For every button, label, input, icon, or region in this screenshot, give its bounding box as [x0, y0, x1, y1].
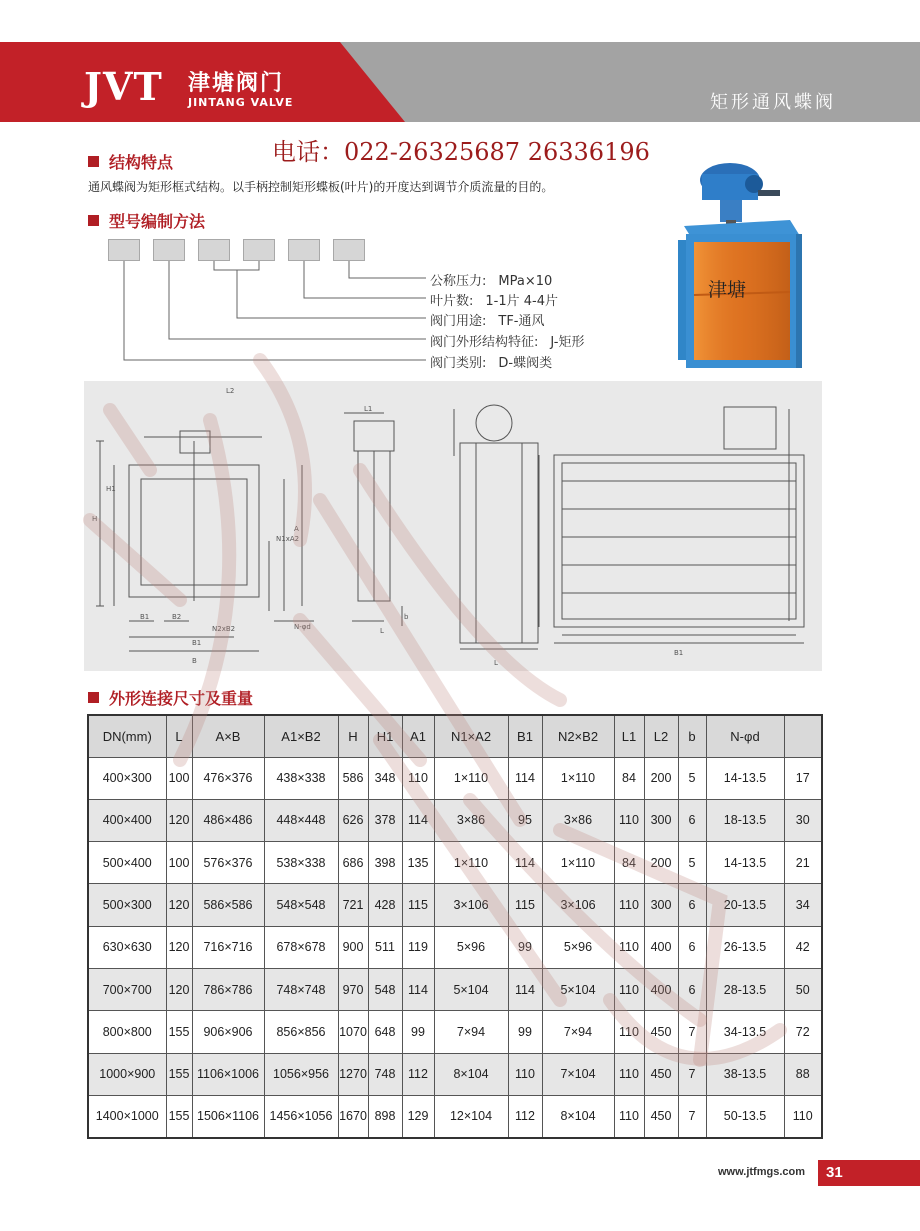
- table-cell: 38-13.5: [706, 1053, 784, 1095]
- table-cell: 5×96: [542, 926, 614, 968]
- table-row: [88, 1053, 822, 1095]
- table-cell: 115: [508, 884, 542, 926]
- svg-text:N2xB2: N2xB2: [212, 625, 236, 633]
- table-cell: 110: [614, 1053, 644, 1095]
- table-cell: 155: [166, 1053, 192, 1095]
- table-cell: 110: [614, 926, 644, 968]
- table-cell: 72: [784, 1011, 822, 1053]
- table-cell: 500×300: [88, 884, 166, 926]
- table-cell: 18-13.5: [706, 799, 784, 841]
- footer-url[interactable]: www.jtfmgs.com: [718, 1166, 805, 1178]
- table-cell: 120: [166, 884, 192, 926]
- model-code-legend-item: 阀门外形结构特征: J-矩形: [430, 335, 585, 350]
- table-header-cell: N1×A2: [434, 715, 508, 757]
- table-cell: 3×106: [542, 884, 614, 926]
- photo-label: 津塘: [708, 279, 747, 301]
- table-cell: 95: [508, 799, 542, 841]
- brand-logo: JVT: [84, 64, 163, 109]
- table-cell: 119: [402, 926, 434, 968]
- table-header-cell: H: [338, 715, 368, 757]
- table-cell: 586×586: [192, 884, 264, 926]
- svg-text:H: H: [92, 515, 98, 523]
- table-cell: 586: [338, 757, 368, 799]
- table-cell: 5: [678, 842, 706, 884]
- table-cell: 3×106: [434, 884, 508, 926]
- table-cell: 856×856: [264, 1011, 338, 1053]
- table-cell: 110: [614, 968, 644, 1010]
- model-code-legend-item: 阀门类别: D-蝶阀类: [430, 356, 553, 371]
- table-cell: 200: [644, 842, 678, 884]
- table-row: [88, 799, 822, 841]
- table-cell: 7: [678, 1053, 706, 1095]
- table-cell: 300: [644, 884, 678, 926]
- table-cell: 8×104: [434, 1053, 508, 1095]
- table-cell: 906×906: [192, 1011, 264, 1053]
- table-cell: 400: [644, 968, 678, 1010]
- table-cell: 626: [338, 799, 368, 841]
- table-cell: 110: [784, 1095, 822, 1137]
- table-cell: 14-13.5: [706, 842, 784, 884]
- table-row: [88, 926, 822, 968]
- table-cell: 648: [368, 1011, 402, 1053]
- table-cell: 686: [338, 842, 368, 884]
- table-cell: 538×338: [264, 842, 338, 884]
- table-cell: 6: [678, 968, 706, 1010]
- model-code-legend-item: 公称压力: MPa×10: [430, 274, 553, 289]
- table-cell: 7×94: [434, 1011, 508, 1053]
- table-cell: 34-13.5: [706, 1011, 784, 1053]
- table-cell: 486×486: [192, 799, 264, 841]
- table-cell: 110: [614, 1011, 644, 1053]
- table-header-cell: N-φd: [706, 715, 784, 757]
- section-dimensions-heading: [88, 686, 253, 709]
- table-cell: 8×104: [542, 1095, 614, 1137]
- table-cell: 120: [166, 799, 192, 841]
- table-cell: 1×110: [434, 757, 508, 799]
- table-cell: 34: [784, 884, 822, 926]
- table-cell: 678×678: [264, 926, 338, 968]
- svg-text:L2: L2: [226, 387, 235, 395]
- table-cell: 348: [368, 757, 402, 799]
- svg-text:N-φd: N-φd: [294, 623, 311, 631]
- table-cell: 6: [678, 926, 706, 968]
- table-cell: 1670: [338, 1095, 368, 1137]
- table-cell: 786×786: [192, 968, 264, 1010]
- svg-text:L: L: [380, 627, 384, 635]
- table-cell: 84: [614, 757, 644, 799]
- dimensions-table-wrapper: [87, 714, 821, 1139]
- table-cell: 6: [678, 799, 706, 841]
- table-cell: 17: [784, 757, 822, 799]
- table-cell: 970: [338, 968, 368, 1010]
- table-cell: 716×716: [192, 926, 264, 968]
- dimension-drawing: [84, 381, 822, 671]
- table-header-cell: N2×B2: [542, 715, 614, 757]
- svg-text:B1: B1: [674, 649, 684, 657]
- table-cell: 5×104: [434, 968, 508, 1010]
- table-cell: 110: [508, 1053, 542, 1095]
- table-cell: 400: [644, 926, 678, 968]
- table-cell: 700×700: [88, 968, 166, 1010]
- table-row: [88, 1095, 822, 1137]
- table-row: [88, 842, 822, 884]
- table-cell: 721: [338, 884, 368, 926]
- svg-text:b: b: [404, 613, 409, 621]
- table-cell: 110: [614, 1095, 644, 1137]
- table-cell: 1070: [338, 1011, 368, 1053]
- contact-phone: 电话：022-26325687 26336196: [272, 138, 650, 166]
- table-cell: 1506×1106: [192, 1095, 264, 1137]
- table-row: [88, 757, 822, 799]
- table-cell: 42: [784, 926, 822, 968]
- brand-name-cn: 津塘阀门: [188, 71, 285, 96]
- table-cell: 548: [368, 968, 402, 1010]
- table-cell: 30: [784, 799, 822, 841]
- table-cell: 1056×956: [264, 1053, 338, 1095]
- table-cell: 110: [402, 757, 434, 799]
- table-cell: 7×104: [542, 1053, 614, 1095]
- table-cell: 14-13.5: [706, 757, 784, 799]
- table-cell: 300: [644, 799, 678, 841]
- table-cell: 748×748: [264, 968, 338, 1010]
- table-cell: 511: [368, 926, 402, 968]
- table-cell: 26-13.5: [706, 926, 784, 968]
- table-cell: 110: [614, 884, 644, 926]
- table-cell: 1000×900: [88, 1053, 166, 1095]
- table-cell: 476×376: [192, 757, 264, 799]
- table-cell: 1270: [338, 1053, 368, 1095]
- svg-text:N1xA2: N1xA2: [276, 535, 300, 543]
- table-cell: 1×110: [542, 757, 614, 799]
- table-cell: 200: [644, 757, 678, 799]
- table-cell: 3×86: [542, 799, 614, 841]
- model-code-legend-item: 阀门用途: TF-通风: [430, 314, 545, 329]
- svg-text:B: B: [192, 657, 197, 665]
- table-header-cell: [784, 715, 822, 757]
- table-cell: 450: [644, 1053, 678, 1095]
- table-row: [88, 884, 822, 926]
- table-header-cell: B1: [508, 715, 542, 757]
- table-cell: 630×630: [88, 926, 166, 968]
- table-cell: 3×86: [434, 799, 508, 841]
- table-header-cell: L: [166, 715, 192, 757]
- table-cell: 112: [508, 1095, 542, 1137]
- table-cell: 6: [678, 884, 706, 926]
- table-cell: 112: [402, 1053, 434, 1095]
- svg-text:B1: B1: [140, 613, 150, 621]
- page-number: 31: [818, 1160, 920, 1186]
- table-cell: 800×800: [88, 1011, 166, 1053]
- table-row: [88, 1011, 822, 1053]
- table-header-cell: L2: [644, 715, 678, 757]
- table-cell: 115: [402, 884, 434, 926]
- table-cell: 114: [508, 842, 542, 884]
- table-cell: 1×110: [434, 842, 508, 884]
- svg-text:L: L: [494, 659, 498, 667]
- table-header-cell: A1×B2: [264, 715, 338, 757]
- table-cell: 748: [368, 1053, 402, 1095]
- table-cell: 448×448: [264, 799, 338, 841]
- model-code-legend-item: 叶片数: 1-1片 4-4片: [430, 294, 558, 309]
- table-cell: 100: [166, 757, 192, 799]
- table-header-cell: A×B: [192, 715, 264, 757]
- table-cell: 900: [338, 926, 368, 968]
- table-cell: 7: [678, 1011, 706, 1053]
- brand-name-en: JINTANG VALVE: [188, 96, 294, 109]
- table-cell: 114: [402, 799, 434, 841]
- valve-photo: [674, 160, 810, 370]
- table-cell: 400×400: [88, 799, 166, 841]
- table-cell: 398: [368, 842, 402, 884]
- table-cell: 50: [784, 968, 822, 1010]
- table-cell: 1400×1000: [88, 1095, 166, 1137]
- table-cell: 84: [614, 842, 644, 884]
- table-body: [88, 757, 822, 1138]
- svg-text:B2: B2: [172, 613, 182, 621]
- table-cell: 5: [678, 757, 706, 799]
- engineering-drawing: [84, 381, 822, 671]
- table-cell: 12×104: [434, 1095, 508, 1137]
- section-model-title: 型号编制方法: [109, 212, 206, 231]
- svg-text:B1: B1: [192, 639, 202, 647]
- table-header-cell: b: [678, 715, 706, 757]
- page-title: 矩形通风蝶阀: [710, 92, 836, 113]
- table-cell: 21: [784, 842, 822, 884]
- table-cell: 114: [402, 968, 434, 1010]
- table-cell: 114: [508, 757, 542, 799]
- table-cell: 155: [166, 1011, 192, 1053]
- table-cell: 576×376: [192, 842, 264, 884]
- table-cell: 5×96: [434, 926, 508, 968]
- table-cell: 135: [402, 842, 434, 884]
- section-dimensions-title: 外形连接尺寸及重量: [109, 689, 254, 708]
- table-cell: 500×400: [88, 842, 166, 884]
- table-cell: 438×338: [264, 757, 338, 799]
- svg-text:H1: H1: [106, 485, 116, 493]
- table-cell: 120: [166, 968, 192, 1010]
- table-cell: 7: [678, 1095, 706, 1137]
- table-cell: 50-13.5: [706, 1095, 784, 1137]
- table-cell: 378: [368, 799, 402, 841]
- table-cell: 7×94: [542, 1011, 614, 1053]
- table-cell: 110: [614, 799, 644, 841]
- table-cell: 28-13.5: [706, 968, 784, 1010]
- table-cell: 120: [166, 926, 192, 968]
- table-header-cell: L1: [614, 715, 644, 757]
- table-cell: 5×104: [542, 968, 614, 1010]
- table-cell: 20-13.5: [706, 884, 784, 926]
- structure-description: 通风蝶阀为矩形框式结构。以手柄控制矩形蝶板(叶片)的开度达到调节介质流量的目的。: [88, 180, 554, 194]
- table-cell: 1×110: [542, 842, 614, 884]
- table-header-cell: H1: [368, 715, 402, 757]
- table-cell: 99: [508, 1011, 542, 1053]
- table-cell: 155: [166, 1095, 192, 1137]
- table-cell: 1106×1006: [192, 1053, 264, 1095]
- table-cell: 898: [368, 1095, 402, 1137]
- dimensions-table: [87, 714, 823, 1139]
- table-cell: 428: [368, 884, 402, 926]
- table-header-row: [88, 715, 822, 757]
- table-header-cell: DN(mm): [88, 715, 166, 757]
- table-cell: 88: [784, 1053, 822, 1095]
- table-row: [88, 968, 822, 1010]
- section-structure-title: 结构特点: [109, 153, 174, 172]
- svg-text:L1: L1: [364, 405, 373, 413]
- table-header-cell: A1: [402, 715, 434, 757]
- table-cell: 129: [402, 1095, 434, 1137]
- table-cell: 450: [644, 1095, 678, 1137]
- table-cell: 100: [166, 842, 192, 884]
- svg-text:A: A: [294, 525, 299, 533]
- table-cell: 99: [508, 926, 542, 968]
- section-bullet-icon: [88, 692, 99, 703]
- table-cell: 1456×1056: [264, 1095, 338, 1137]
- table-cell: 400×300: [88, 757, 166, 799]
- table-cell: 450: [644, 1011, 678, 1053]
- table-cell: 99: [402, 1011, 434, 1053]
- table-cell: 114: [508, 968, 542, 1010]
- table-cell: 548×548: [264, 884, 338, 926]
